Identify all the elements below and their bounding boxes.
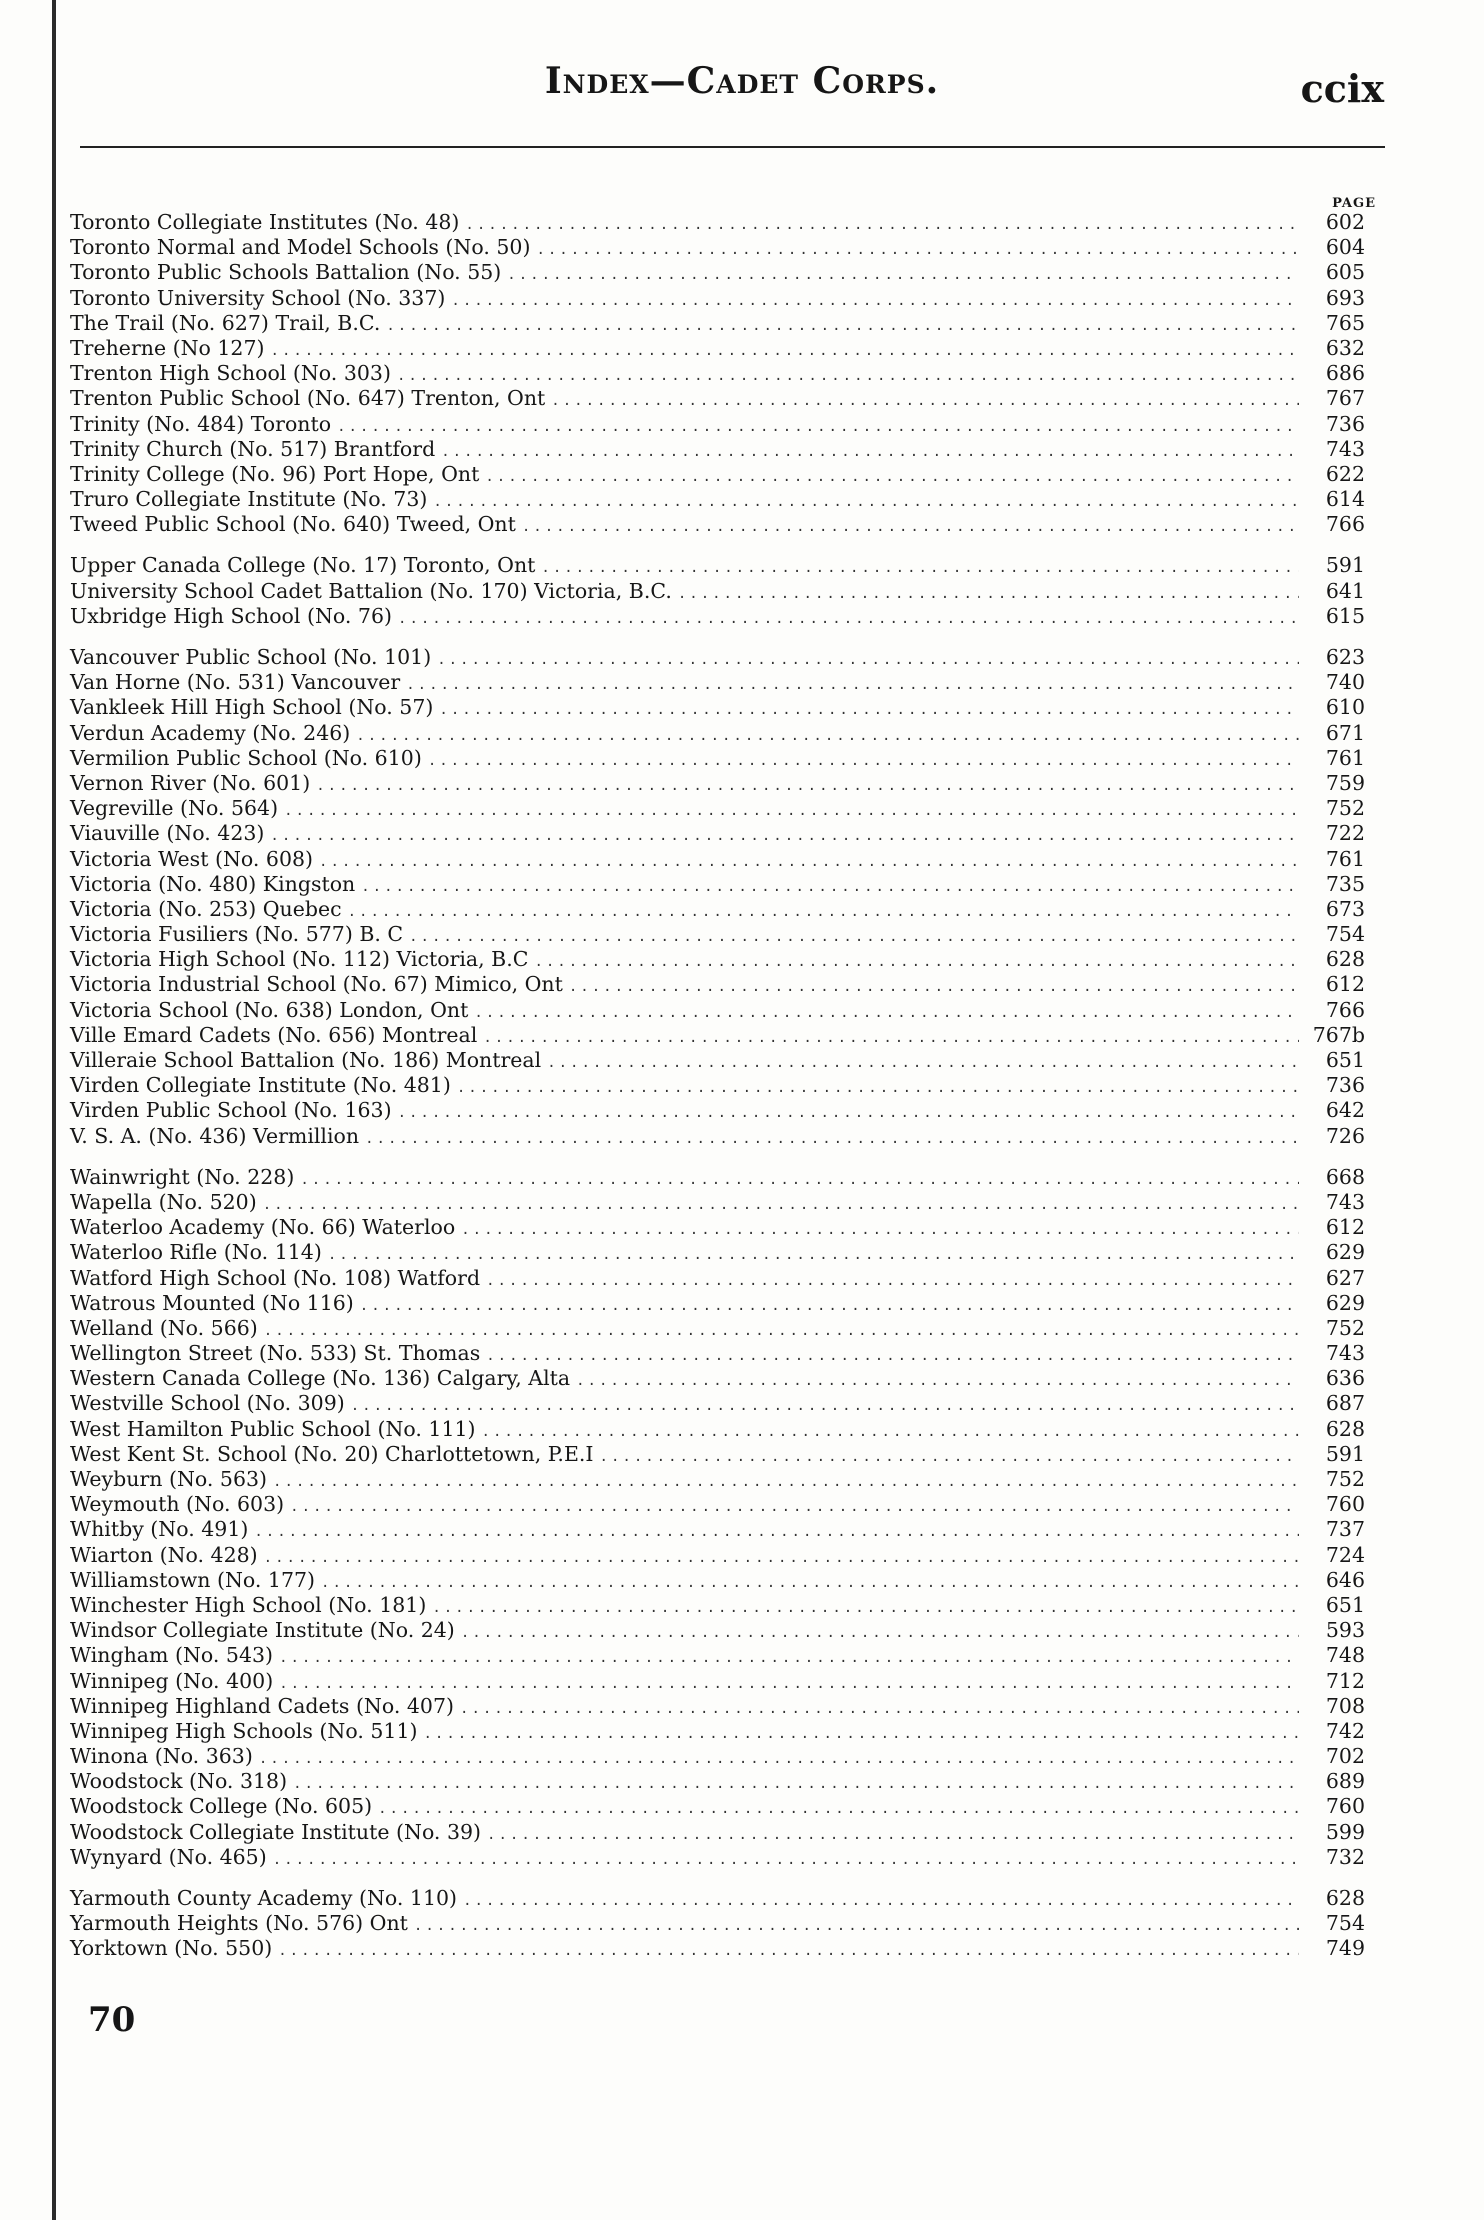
- entry-name: Virden Public School (No. 163): [70, 1098, 392, 1123]
- entry-page: 604: [1325, 235, 1365, 260]
- entry-name: Windsor Collegiate Institute (No. 24): [70, 1618, 455, 1643]
- entry-page: 628: [1325, 947, 1365, 972]
- index-entry: [70, 1240, 1365, 1265]
- entry-name: Woodstock Collegiate Institute (No. 39): [70, 1819, 482, 1844]
- index-entry: [70, 1048, 1365, 1073]
- entry-page: 736: [1325, 1073, 1365, 1098]
- entry-page: 599: [1325, 1819, 1365, 1844]
- dot-leader: [441, 440, 1299, 465]
- entry-page: 724: [1325, 1542, 1365, 1567]
- index-entry: [70, 210, 1365, 235]
- index-entry: [70, 462, 1365, 487]
- entry-page: 628: [1325, 1886, 1365, 1910]
- entry-name: Tweed Public School (No. 640) Tweed, Ont: [70, 512, 516, 537]
- dot-leader: [423, 1722, 1299, 1747]
- entry-page: 689: [1325, 1769, 1365, 1794]
- entry-page: 743: [1325, 1341, 1365, 1366]
- entry-page: 767: [1325, 386, 1365, 411]
- index-entry: [70, 1492, 1365, 1517]
- dot-leader: [259, 1747, 1299, 1772]
- index-entry: [70, 1291, 1365, 1316]
- dot-leader: [461, 1218, 1299, 1243]
- dot-leader: [348, 900, 1299, 925]
- index-entry: [70, 260, 1365, 285]
- index-entry: [70, 695, 1365, 720]
- entry-name: Winnipeg High Schools (No. 511): [70, 1718, 418, 1743]
- index-entry: [70, 771, 1365, 796]
- entry-page: 591: [1325, 1441, 1365, 1466]
- dot-leader: [569, 975, 1299, 1000]
- dot-leader: [507, 263, 1299, 288]
- dot-leader: [351, 1394, 1299, 1419]
- dot-leader: [278, 1939, 1299, 1964]
- index-entry: [70, 1936, 1365, 1961]
- index-entry: [70, 1568, 1365, 1593]
- index-group: [70, 553, 1365, 629]
- dot-leader: [474, 1001, 1299, 1026]
- dot-leader: [536, 238, 1299, 263]
- entry-name: Trinity (No. 484) Toronto: [70, 411, 332, 436]
- dot-leader: [486, 1269, 1299, 1294]
- index-entry: [70, 1266, 1365, 1291]
- entry-page: 702: [1325, 1744, 1365, 1769]
- entry-name: Toronto University School (No. 337): [70, 285, 446, 310]
- index-entry: [70, 1165, 1365, 1190]
- index-group: [70, 645, 1365, 1149]
- entry-name: Victoria High School (No. 112) Victoria, B.C: [70, 947, 529, 972]
- entry-page: 766: [1325, 512, 1365, 537]
- dot-leader: [483, 1026, 1299, 1051]
- index-entry: [70, 512, 1365, 537]
- entry-page: 767b: [1312, 1022, 1365, 1047]
- index-entry: [70, 1769, 1365, 1794]
- dot-leader: [254, 1520, 1299, 1545]
- entry-page: 735: [1325, 871, 1365, 896]
- entry-name: Victoria Industrial School (No. 67) Mimico, Ont: [70, 972, 563, 997]
- dot-leader: [284, 799, 1299, 824]
- entry-name: Whitby (No. 491): [70, 1517, 249, 1542]
- dot-leader: [361, 875, 1299, 900]
- entry-page: 668: [1325, 1164, 1365, 1189]
- entry-page: 754: [1325, 922, 1365, 947]
- entry-page: 732: [1325, 1844, 1365, 1869]
- index-entry: [70, 604, 1365, 629]
- entry-page: 742: [1325, 1718, 1365, 1743]
- entry-name: Verdun Academy (No. 246): [70, 720, 351, 745]
- index-entry: [70, 487, 1365, 512]
- entry-page: 602: [1325, 210, 1365, 234]
- entry-page: 627: [1325, 1265, 1365, 1290]
- index-entry: [70, 412, 1365, 437]
- dot-leader: [273, 1848, 1299, 1873]
- entry-name: Watford High School (No. 108) Watford: [70, 1265, 481, 1290]
- entry-page: 642: [1325, 1098, 1365, 1123]
- dot-leader: [534, 950, 1299, 975]
- index-entry: [70, 1911, 1365, 1936]
- entry-name: Winnipeg (No. 400): [70, 1668, 274, 1693]
- index-entry: [70, 670, 1365, 695]
- entry-name: Van Horne (No. 531) Vancouver: [70, 670, 401, 695]
- index-entry: [70, 1643, 1365, 1668]
- dot-leader: [487, 1823, 1299, 1848]
- index-entry: [70, 1366, 1365, 1391]
- dot-leader: [319, 850, 1299, 875]
- entry-page: 593: [1325, 1618, 1365, 1643]
- index-entry: [70, 361, 1365, 386]
- page-column-label: PAGE: [1332, 196, 1376, 211]
- entry-page: 693: [1325, 285, 1365, 310]
- dot-leader: [270, 824, 1299, 849]
- dot-leader: [279, 1646, 1299, 1671]
- index-entry: [70, 1820, 1365, 1845]
- entry-name: Vernon River (No. 601): [70, 770, 311, 795]
- entry-page: 754: [1325, 1911, 1365, 1936]
- index-entry: [70, 1124, 1365, 1149]
- entry-name: Winchester High School (No. 181): [70, 1592, 427, 1617]
- dot-leader: [482, 1420, 1299, 1445]
- dot-leader: [316, 774, 1299, 799]
- margin-rule: [52, 0, 56, 2220]
- entry-page: 752: [1325, 1315, 1365, 1340]
- entry-name: Williamstown (No. 177): [70, 1567, 316, 1592]
- dot-leader: [551, 389, 1299, 414]
- entry-page: 646: [1325, 1567, 1365, 1592]
- entry-name: Uxbridge High School (No. 76): [70, 603, 393, 628]
- index-entries: [70, 210, 1365, 1978]
- entry-page: 765: [1325, 310, 1365, 335]
- entry-name: Victoria West (No. 608): [70, 846, 314, 871]
- entry-name: Victoria (No. 480) Kingston: [70, 871, 356, 896]
- entry-page: 591: [1325, 553, 1365, 578]
- entry-name: Trenton Public School (No. 647) Trenton, Ont: [70, 386, 546, 411]
- entry-name: Waterloo Academy (No. 66) Waterloo: [70, 1215, 456, 1240]
- index-entry: [70, 1886, 1365, 1911]
- dot-leader: [337, 415, 1299, 440]
- index-entry: [70, 437, 1365, 462]
- index-entry: [70, 1190, 1365, 1215]
- entry-name: Toronto Collegiate Institutes (No. 48): [70, 210, 460, 234]
- dot-leader: [321, 1571, 1299, 1596]
- dot-leader: [486, 1344, 1299, 1369]
- index-entry: [70, 721, 1365, 746]
- dot-leader: [386, 314, 1299, 339]
- page-number-roman: ccix: [1300, 66, 1384, 111]
- dot-leader: [432, 1596, 1299, 1621]
- index-entry: [70, 922, 1365, 947]
- index-entry: [70, 311, 1365, 336]
- entry-page: 740: [1325, 670, 1365, 695]
- entry-page: 623: [1325, 645, 1365, 669]
- dot-leader: [522, 515, 1299, 540]
- index-entry: [70, 1618, 1365, 1643]
- index-entry: [70, 1467, 1365, 1492]
- entry-page: 766: [1325, 997, 1365, 1022]
- entry-page: 632: [1325, 335, 1365, 360]
- entry-name: Waterloo Rifle (No. 114): [70, 1240, 322, 1265]
- dot-leader: [576, 1369, 1299, 1394]
- entry-name: Victoria Fusiliers (No. 577) B. C: [70, 922, 404, 947]
- entry-page: 622: [1325, 461, 1365, 486]
- dot-leader: [437, 648, 1299, 673]
- dot-leader: [300, 1168, 1299, 1193]
- index-entry: [70, 746, 1365, 771]
- index-entry: [70, 998, 1365, 1023]
- entry-name: Woodstock College (No. 605): [70, 1794, 373, 1819]
- entry-name: Truro Collegiate Institute (No. 73): [70, 487, 428, 512]
- index-group: [70, 1886, 1365, 1962]
- index-entry: [70, 1442, 1365, 1467]
- dot-leader: [460, 1697, 1299, 1722]
- index-entry: [70, 1669, 1365, 1694]
- entry-page: 752: [1325, 1467, 1365, 1491]
- entry-name: Weyburn (No. 563): [70, 1467, 268, 1491]
- dot-leader: [461, 1621, 1299, 1646]
- dot-leader: [485, 465, 1299, 490]
- index-entry: [70, 553, 1365, 578]
- entry-name: Westville School (No. 309): [70, 1391, 345, 1416]
- entry-name: Virden Collegiate Institute (No. 481): [70, 1073, 451, 1098]
- index-entry: [70, 1593, 1365, 1618]
- entry-name: Toronto Normal and Model Schools (No. 50): [70, 235, 531, 260]
- dot-leader: [678, 582, 1299, 607]
- entry-page: 760: [1325, 1492, 1365, 1517]
- entry-page: 687: [1325, 1391, 1365, 1416]
- entry-page: 737: [1325, 1517, 1365, 1542]
- entry-page: 641: [1325, 578, 1365, 603]
- entry-page: 761: [1325, 745, 1365, 770]
- dot-leader: [433, 490, 1299, 515]
- index-entry: [70, 821, 1365, 846]
- entry-name: V. S. A. (No. 436) Vermillion: [70, 1123, 360, 1148]
- dot-leader: [378, 1797, 1299, 1822]
- entry-page: 722: [1325, 821, 1365, 846]
- entry-name: Wiarton (No. 428): [70, 1542, 258, 1567]
- index-entry: [70, 579, 1365, 604]
- dot-leader: [293, 1772, 1299, 1797]
- dot-leader: [406, 673, 1299, 698]
- entry-page: 748: [1325, 1643, 1365, 1668]
- index-entry: [70, 1391, 1365, 1416]
- entry-name: The Trail (No. 627) Trail, B.C.: [70, 310, 381, 335]
- index-entry: [70, 972, 1365, 997]
- entry-name: Watrous Mounted (No 116): [70, 1290, 354, 1315]
- entry-page: 736: [1325, 411, 1365, 436]
- entry-page: 708: [1325, 1693, 1365, 1718]
- entry-page: 651: [1325, 1048, 1365, 1072]
- index-entry: [70, 1719, 1365, 1744]
- entry-name: Victoria (No. 253) Quebec: [70, 896, 342, 921]
- dot-leader: [465, 213, 1299, 238]
- entry-name: Western Canada College (No. 136) Calgary, Alta: [70, 1366, 571, 1391]
- index-entry: [70, 1316, 1365, 1341]
- dot-leader: [365, 1127, 1299, 1152]
- index-entry: [70, 1023, 1365, 1048]
- entry-page: 760: [1325, 1794, 1365, 1819]
- entry-page: 712: [1325, 1668, 1365, 1693]
- entry-name: Ville Emard Cadets (No. 656) Montreal: [70, 1022, 478, 1047]
- dot-leader: [398, 1101, 1299, 1126]
- entry-name: Yarmouth Heights (No. 576) Ont: [70, 1911, 408, 1936]
- entry-page: 612: [1325, 972, 1365, 997]
- index-entry: [70, 1517, 1365, 1542]
- entry-name: Victoria School (No. 638) London, Ont: [70, 997, 469, 1022]
- entry-name: Wingham (No. 543): [70, 1643, 274, 1668]
- entry-name: Viauville (No. 423): [70, 821, 265, 846]
- entry-page: 612: [1325, 1215, 1365, 1240]
- entry-name: Winnipeg Highland Cadets (No. 407): [70, 1693, 455, 1718]
- dot-leader: [409, 925, 1299, 950]
- header-divider: [80, 146, 1385, 148]
- dot-leader: [356, 724, 1299, 749]
- dot-leader: [290, 1495, 1299, 1520]
- entry-page: 605: [1325, 260, 1365, 285]
- entry-page: 752: [1325, 796, 1365, 821]
- index-group: [70, 210, 1365, 537]
- entry-page: 759: [1325, 770, 1365, 795]
- dot-leader: [439, 698, 1299, 723]
- index-entry: [70, 872, 1365, 897]
- entry-page: 629: [1325, 1290, 1365, 1315]
- index-entry: [70, 336, 1365, 361]
- entry-name: Wainwright (No. 228): [70, 1164, 295, 1189]
- index-entry: [70, 947, 1365, 972]
- entry-page: 614: [1325, 487, 1365, 512]
- entry-name: Yarmouth County Academy (No. 110): [70, 1886, 458, 1910]
- index-entry: [70, 897, 1365, 922]
- entry-page: 749: [1325, 1936, 1365, 1961]
- dot-leader: [264, 1546, 1299, 1571]
- page-title: Index—Cadet Corps.: [544, 60, 940, 102]
- index-entry: [70, 1845, 1365, 1870]
- entry-name: Woodstock (No. 318): [70, 1769, 288, 1794]
- entry-name: Treherne (No 127): [70, 335, 265, 360]
- index-entry: [70, 645, 1365, 670]
- entry-name: Trinity College (No. 96) Port Hope, Ont: [70, 461, 480, 486]
- entry-name: Vermilion Public School (No. 610): [70, 745, 422, 770]
- entry-name: Wellington Street (No. 533) St. Thomas: [70, 1341, 481, 1366]
- dot-leader: [360, 1294, 1299, 1319]
- entry-name: Trinity Church (No. 517) Brantford: [70, 436, 436, 461]
- index-entry: [70, 796, 1365, 821]
- entry-page: 761: [1325, 846, 1365, 871]
- entry-page: 629: [1325, 1240, 1365, 1265]
- dot-leader: [273, 1470, 1299, 1495]
- entry-name: Weymouth (No. 603): [70, 1492, 285, 1517]
- index-entry: [70, 1341, 1365, 1366]
- dot-leader: [451, 289, 1299, 314]
- dot-leader: [600, 1445, 1299, 1470]
- dot-leader: [398, 607, 1299, 632]
- entry-name: Yorktown (No. 550): [70, 1936, 273, 1961]
- entry-page: 615: [1325, 603, 1365, 628]
- index-entry: [70, 286, 1365, 311]
- entry-name: Welland (No. 566): [70, 1315, 258, 1340]
- index-entry: [70, 1098, 1365, 1123]
- entry-page: 743: [1325, 1189, 1365, 1214]
- index-group: [70, 1165, 1365, 1870]
- dot-leader: [271, 339, 1299, 364]
- entry-name: Wapella (No. 520): [70, 1189, 257, 1214]
- entry-page: 726: [1325, 1123, 1365, 1148]
- entry-name: West Hamilton Public School (No. 111): [70, 1416, 476, 1441]
- index-entry: [70, 1744, 1365, 1769]
- index-entry: [70, 847, 1365, 872]
- index-entry: [70, 1215, 1365, 1240]
- entry-page: 671: [1325, 720, 1365, 745]
- entry-name: Vancouver Public School (No. 101): [70, 645, 432, 669]
- index-entry: [70, 1794, 1365, 1819]
- index-entry: [70, 1694, 1365, 1719]
- index-entry: [70, 1417, 1365, 1442]
- signature-number: 70: [88, 2000, 136, 2040]
- entry-page: 628: [1325, 1416, 1365, 1441]
- entry-name: Winona (No. 363): [70, 1744, 253, 1769]
- entry-name: Wynyard (No. 465): [70, 1844, 267, 1869]
- dot-leader: [457, 1076, 1299, 1101]
- index-entry: [70, 235, 1365, 260]
- dot-leader: [414, 1914, 1299, 1939]
- entry-page: 636: [1325, 1366, 1365, 1391]
- entry-name: University School Cadet Battalion (No. 170) Victoria, B.C.: [70, 578, 672, 603]
- entry-page: 673: [1325, 896, 1365, 921]
- entry-name: Vegreville (No. 564): [70, 796, 279, 821]
- entry-name: Villeraie School Battalion (No. 186) Montreal: [70, 1048, 542, 1072]
- entry-name: Vankleek Hill High School (No. 57): [70, 695, 434, 720]
- dot-leader: [428, 749, 1299, 774]
- entry-name: Trenton High School (No. 303): [70, 361, 391, 386]
- entry-name: Toronto Public Schools Battalion (No. 55): [70, 260, 502, 285]
- entry-page: 651: [1325, 1592, 1365, 1617]
- entry-name: West Kent St. School (No. 20) Charlottetown, P.E.I: [70, 1441, 594, 1466]
- entry-page: 743: [1325, 436, 1365, 461]
- dot-leader: [547, 1051, 1299, 1076]
- index-entry: [70, 1543, 1365, 1568]
- entry-page: 686: [1325, 361, 1365, 386]
- index-entry: [70, 386, 1365, 411]
- entry-page: 610: [1325, 695, 1365, 720]
- dot-leader: [463, 1889, 1299, 1914]
- entry-name: Upper Canada College (No. 17) Toronto, Ont: [70, 553, 536, 578]
- index-entry: [70, 1073, 1365, 1098]
